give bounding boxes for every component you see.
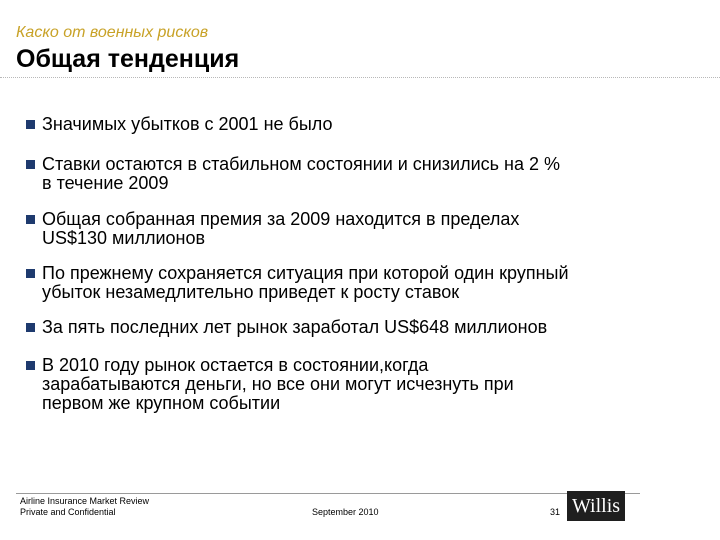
title-divider [0, 77, 720, 78]
bullet-text-line: в течение 2009 [42, 173, 169, 193]
square-bullet-icon [26, 215, 35, 224]
bullet-text-line: Ставки остаются в стабильном состоянии и снизились на 2 % [42, 154, 561, 174]
bullet-item [26, 356, 676, 413]
square-bullet-icon [26, 160, 35, 169]
footer-divider [16, 493, 640, 494]
square-bullet-icon [26, 269, 35, 278]
bullet-item [26, 210, 676, 248]
slide-title: Общая тенденция [16, 45, 240, 73]
bullet-text-line: За пять последних лет рынок заработал US$648 миллионов [42, 317, 548, 337]
square-bullet-icon [26, 120, 35, 129]
footer-date: September 2010 [312, 507, 379, 517]
bullet-text-line: убыток незамедлительно приведет к росту ставок [42, 282, 460, 302]
bullet-text-line: В 2010 году рынок остается в состоянии,когда [42, 355, 429, 375]
bullet-text-line: По прежнему сохраняется ситуация при которой один крупный [42, 263, 569, 283]
bullet-text-line: зарабатываются деньги, но все они могут исчезнуть при [42, 374, 514, 394]
square-bullet-icon [26, 361, 35, 370]
bullet-item [26, 264, 676, 302]
bullet-item [26, 115, 676, 134]
page-number: 31 [550, 507, 561, 517]
footer-confidentiality: Private and Confidential [20, 507, 116, 517]
bullet-text-line: Значимых убытков с 2001 не было [42, 114, 333, 134]
bullet-item [26, 155, 676, 193]
square-bullet-icon [26, 323, 35, 332]
footer-doc-info [20, 496, 149, 518]
bullet-item [26, 318, 676, 337]
slide-subtitle: Каско от военных рисков [16, 24, 209, 41]
bullet-text-line: первом же крупном событии [42, 393, 281, 413]
willis-logo: Willis [567, 491, 625, 521]
footer-doc-title: Airline Insurance Market Review [20, 496, 150, 506]
bullet-text-line: Общая собранная премия за 2009 находится в пределах [42, 209, 520, 229]
bullet-text-line: US$130 миллионов [42, 228, 206, 248]
